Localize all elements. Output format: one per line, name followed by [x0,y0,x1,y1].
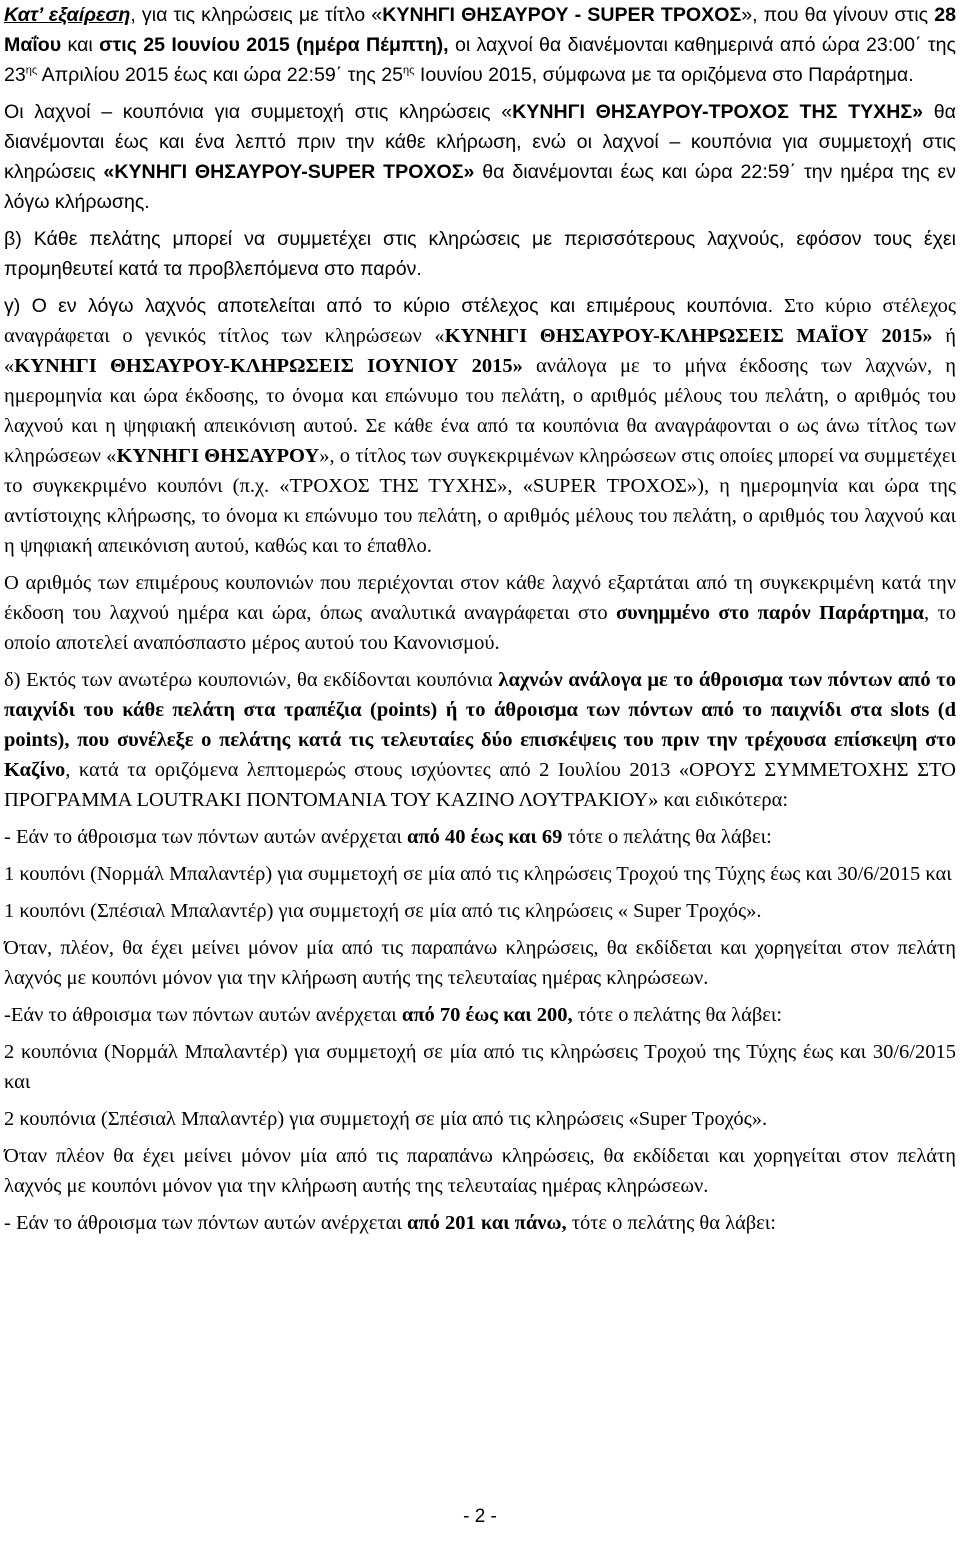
paragraph-d: δ) Εκτός των ανωτέρω κουπονιών, θα εκδίδονται κουπόνια λαχνών ανάλογα με το άθροισμα των πόντων από το παιχνίδι του κάθε πελάτη στα τραπέζια (points) ή το άθροισμα των πόντων από το παιχνίδι στα slots (d points), που συνέλεξε ο πελάτης κατά τις τελευταίες δύο επισκέψεις του πριν την τρέχουσα επίσκεψη στο Καζίνο, κατά τα οριζόμενα λεπτομερώς στους ισχύοντες από 2 Ιουλίου 2013 «ΟΡΟΥΣ ΣΥΜΜΕΤΟΧΗΣ ΣΤΟ ΠΡΟΓΡΑΜΜΑ LOUTRAKI ΠΟΝΤΟΜΑΝΙΑ ΤΟΥ ΚΑΖΙΝΟ ΛΟΥΤΡΑΚΙΟΥ» και ειδικότερα: [4,669,956,811]
paragraph-points-70-200: -Εάν το άθροισμα των πόντων αυτών ανέρχεται από 70 έως και 200, τότε ο πελάτης θα λάβει: [4,1004,783,1026]
paragraph-points-40-69: - Εάν το άθροισμα των πόντων αυτών ανέρχεται από 40 έως και 69 τότε ο πελάτης θα λάβει: [4,826,772,848]
paragraph-two-special-coupons: 2 κουπόνια (Σπέσιαλ Μπαλαντέρ) για συμμετοχή σε μία από τις κληρώσεις «Super Τροχός». [4,1108,768,1130]
paragraph-coupon-count: Ο αριθμός των επιμέρους κουπονιών που περιέχονται στον κάθε λαχνό εξαρτάται από τη συγκεκριμένη κατά την έκδοση του λαχνού ημέρα και ώρα, όπως αναλυτικά αναγράφεται στο συνημμένο στο παρόν Παράρτημα, το οποίο αποτελεί αναπόσπαστο μέρος αυτού του Κανονισμού. [4,572,957,654]
paragraph-exception: Κατ’ εξαίρεση, για τις κληρώσεις με τίτλο «ΚΥΝΗΓΙ ΘΗΣΑΥΡΟΥ - SUPER ΤΡΟΧΟΣ», που θα γίνουν στις 28 Μαΐου και στις 25 Ιουνίου 2015 (ημέρα Πέμπτη), οι λαχνοί θα διανέμονται καθημερινά από ώρα 23:00΄ της $23^{\eta\varsigma}$ Απριλίου 2015 έως και ώρα 22:59΄ της $25^{\eta\varsigma}$ Ιουνίου 2015, σύμφωνα με τα οριζόμενα στο Παράρτημα. [4,4,956,86]
paragraph-coupons-distribution: Οι λαχνοί – κουπόνια για συμμετοχή στις κληρώσεις «ΚΥΝΗΓΙ ΘΗΣΑΥΡΟΥ-ΤΡΟΧΟΣ ΤΗΣ ΤΥΧΗΣ» θα διανέμονται έως και ένα λεπτό πριν την κάθε κλήρωση, ενώ οι λαχνοί – κουπόνια για συμμετοχή στις κληρώσεις «ΚΥΝΗΓΙ ΘΗΣΑΥΡΟΥ-SUPER ΤΡΟΧΟΣ» θα διανέμονται έως και ώρα 22:59΄ την ημέρα της εν λόγω κλήρωσης. [4,101,956,213]
paragraph-points-201-plus: - Εάν το άθροισμα των πόντων αυτών ανέρχεται από 201 και πάνω, τότε ο πελάτης θα λάβει: [4,1212,776,1234]
paragraph-c: γ) Ο εν λόγω λαχνός αποτελείται από το κύριο στέλεχος και επιμέρους κουπόνια. Στο κύριο στέλεχος αναγράφεται ο γενικός τίτλος των κληρώσεων «ΚΥΝΗΓΙ ΘΗΣΑΥΡΟΥ-ΚΛΗΡΩΣΕΙΣ ΜΑΪΟΥ 2015» ή «ΚΥΝΗΓΙ ΘΗΣΑΥΡΟΥ-ΚΛΗΡΩΣΕΙΣ ΙΟΥΝΙΟΥ 2015» ανάλογα με το μήνα έκδοσης των λαχνών, η ημερομηνία και ώρα έκδοσης, το όνομα και επώνυμο του πελάτη, ο αριθμός μέλους του πελάτη, ο αριθμός του λαχνού και η ψηφιακή απεικόνιση αυτού. Σε κάθε ένα από τα κουπόνια θα αναγράφονται ο ως άνω τίτλος των κληρώσεων «ΚΥΝΗΓΙ ΘΗΣΑΥΡΟΥ», ο τίτλος των συγκεκριμένων κληρώσεων στις οποίες μπορεί να συμμετέχει το συγκεκριμένο κουπόνι (π.χ. «ΤΡΟΧΟΣ ΤΗΣ ΤΥΧΗΣ», «SUPER ΤΡΟΧΟΣ»), η ημερομηνία και ώρα της αντίστοιχης κλήρωσης, το όνομα κι επώνυμο του πελάτη, ο αριθμός μέλους του πελάτη, ο αριθμός του λαχνού και η ψηφιακή απεικόνιση αυτού, καθώς και το έπαθλο. [4,295,957,557]
paragraph-last-draw-note-1: Όταν, πλέον, θα έχει μείνει μόνον μία από τις παραπάνω κληρώσεις, θα εκδίδεται και χορηγείται στον πελάτη λαχνός με κουπόνι μόνον για την κλήρωση αυτής της τελευταίας ημέρας κληρώσεων. [4,937,956,989]
paragraph-one-special-coupon: 1 κουπόνι (Σπέσιαλ Μπαλαντέρ) για συμμετοχή σε μία από τις κληρώσεις « Super Τροχός». [4,900,762,922]
paragraph-b: β) Κάθε πελάτης μπορεί να συμμετέχει στις κληρώσεις με περισσότερους λαχνούς, εφόσον τους έχει προμηθευτεί κατά τα προβλεπόμενα στο παρόν. [4,228,956,280]
paragraph-one-normal-coupon: 1 κουπόνι (Νορμάλ Μπαλαντέρ) για συμμετοχή σε μία από τις κληρώσεις Τροχού της Τύχης έως και 30/6/2015 και [4,863,952,885]
document-page [4,0,956,1245]
paragraph-last-draw-note-2: Όταν πλέον θα έχει μείνει μόνον μία από τις παραπάνω κληρώσεις, θα εκδίδεται και χορηγείται στον πελάτη λαχνός με κουπόνι μόνον για την κλήρωση αυτής της τελευταίας ημέρας κληρώσεων. [4,1145,956,1197]
page-number: - 2 - [463,1506,497,1527]
paragraph-two-normal-coupons: 2 κουπόνια (Νορμάλ Μπαλαντέρ) για συμμετοχή σε μία από τις κληρώσεις Τροχού της Τύχης έως και 30/6/2015 και [4,1041,956,1093]
